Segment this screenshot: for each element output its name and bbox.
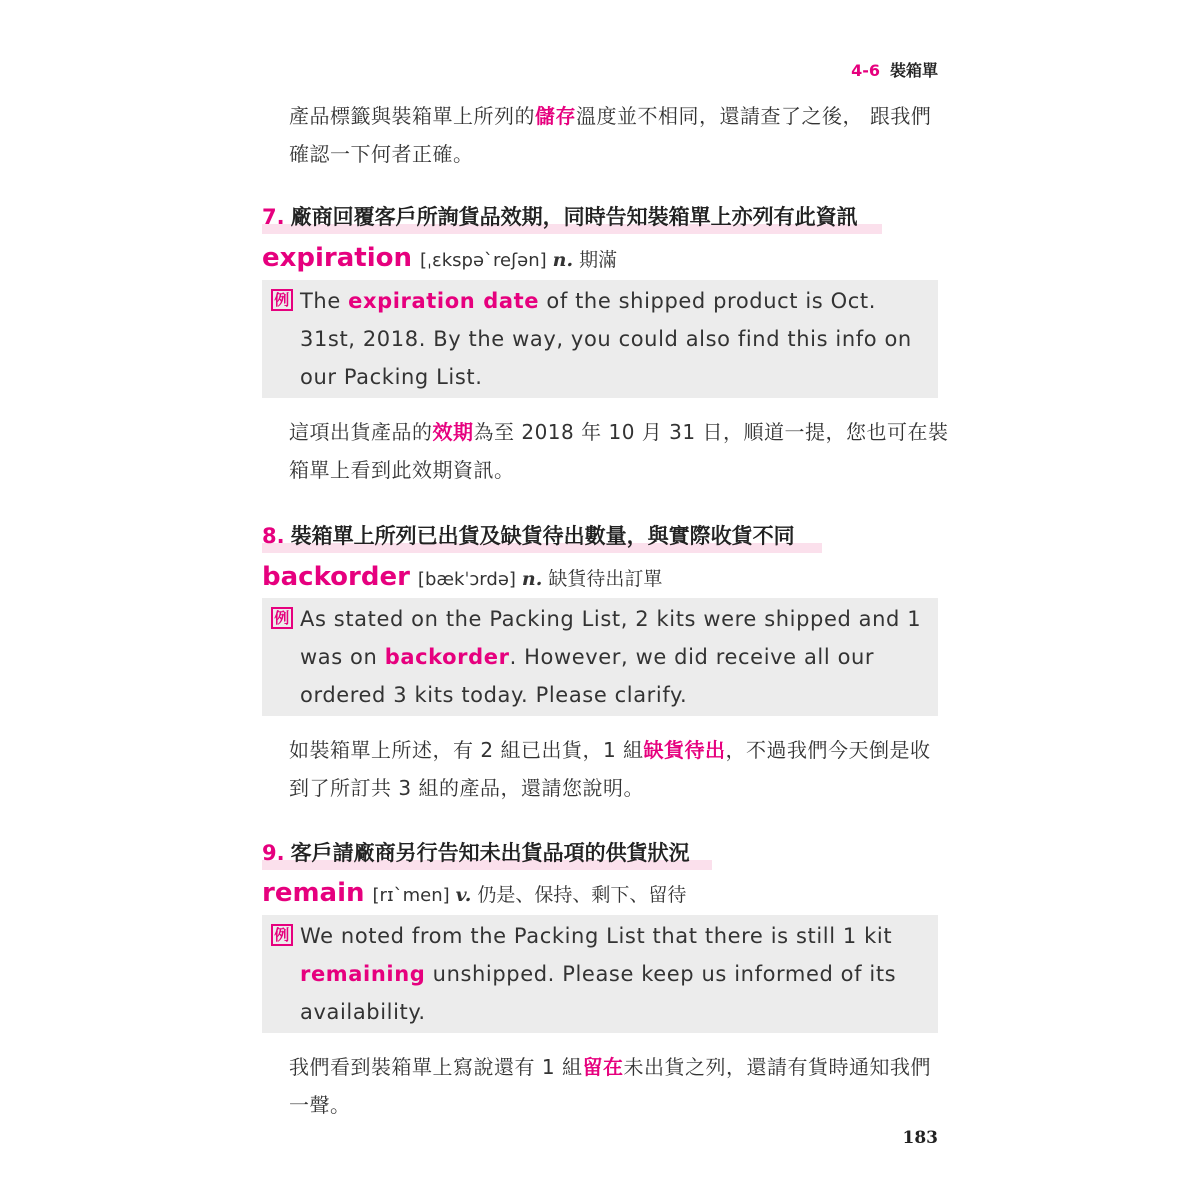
vocab-word: remain: [262, 878, 365, 908]
page-number: 183: [902, 1128, 938, 1148]
vocab-pronunciation: [bækˈɔrdə]: [417, 569, 516, 590]
highlight-term: 缺貨待出: [643, 738, 726, 762]
highlight-term: 效期: [432, 420, 474, 444]
section-title: 客戶請廠商另行告知未出貨品項的供貨狀況: [290, 841, 690, 865]
vocab-part-of-speech: n.: [521, 568, 543, 590]
section-number: 9.: [262, 841, 285, 865]
translation-9: 我們看到裝箱單上寫說還有 1 組留在未出貨之列，還請有貨時通知我們一聲。: [289, 1055, 931, 1117]
highlight-term: expiration date: [348, 289, 540, 313]
vocab-pronunciation: [ˌɛkspəˋreʃən]: [420, 250, 547, 271]
chapter-title: 裝箱單: [889, 61, 938, 80]
running-header: [851, 58, 938, 81]
vocab-part-of-speech: n.: [552, 249, 574, 271]
example-icon: 例: [271, 289, 293, 311]
intro-paragraph: 產品標籤與裝箱單上所列的儲存溫度並不相同，還請查了之後， 跟我們確認一下何者正確。: [289, 104, 932, 166]
highlight-term: backorder: [384, 645, 510, 669]
section-title: 裝箱單上所列已出貨及缺貨待出數量，與實際收貨不同: [290, 524, 795, 548]
section-number: 8.: [262, 524, 285, 548]
vocab-pronunciation: [rɪˋmen]: [372, 885, 450, 906]
translation-7: 這項出貨產品的效期為至 2018 年 10 月 31 日，順道一提，您也可在裝箱單上看到此效期資訊。: [289, 420, 949, 482]
section-heading-8: [262, 519, 795, 553]
example-box-7: 例 The expiration date of the shipped product is Oct. 31st, 2018. By the way, you could also find this info on our Packing List.: [262, 280, 938, 398]
example-box-9: 例 We noted from the Packing List that there is still 1 kit remaining unshipped. Please keep us informed of its availability.: [262, 915, 938, 1033]
translation-8: 如裝箱單上所述，有 2 組已出貨，1 組缺貨待出，不過我們今天倒是收到了所訂共 3 組的產品，還請您說明。: [289, 738, 931, 800]
vocab-entry-backorder: [262, 560, 662, 597]
vocab-word: expiration: [262, 243, 413, 273]
example-icon: 例: [271, 924, 293, 946]
example-icon: 例: [271, 607, 293, 629]
section-number: 7.: [262, 205, 285, 229]
vocab-entry-remain: [262, 876, 686, 913]
highlight-term: 留在: [582, 1055, 624, 1079]
vocab-meaning: 缺貨待出訂單: [548, 568, 663, 590]
vocab-word: backorder: [262, 562, 410, 592]
vocab-entry-expiration: [262, 241, 617, 278]
vocab-part-of-speech: v.: [455, 884, 472, 906]
section-heading-7: [262, 200, 858, 234]
vocab-meaning: 仍是、保持、剩下、留待: [477, 884, 687, 906]
section-title: 廠商回覆客戶所詢貨品效期，同時告知裝箱單上亦列有此資訊: [290, 205, 858, 229]
highlight-term: 儲存: [535, 104, 576, 128]
vocab-meaning: 期滿: [579, 249, 618, 271]
chapter-number: 4-6: [851, 61, 880, 80]
section-heading-9: [262, 836, 690, 870]
example-box-8: 例 As stated on the Packing List, 2 kits were shipped and 1 was on backorder. However, we did receive all our ordered 3 kits today. Please clarify.: [262, 598, 938, 716]
highlight-term: remaining: [300, 962, 426, 986]
